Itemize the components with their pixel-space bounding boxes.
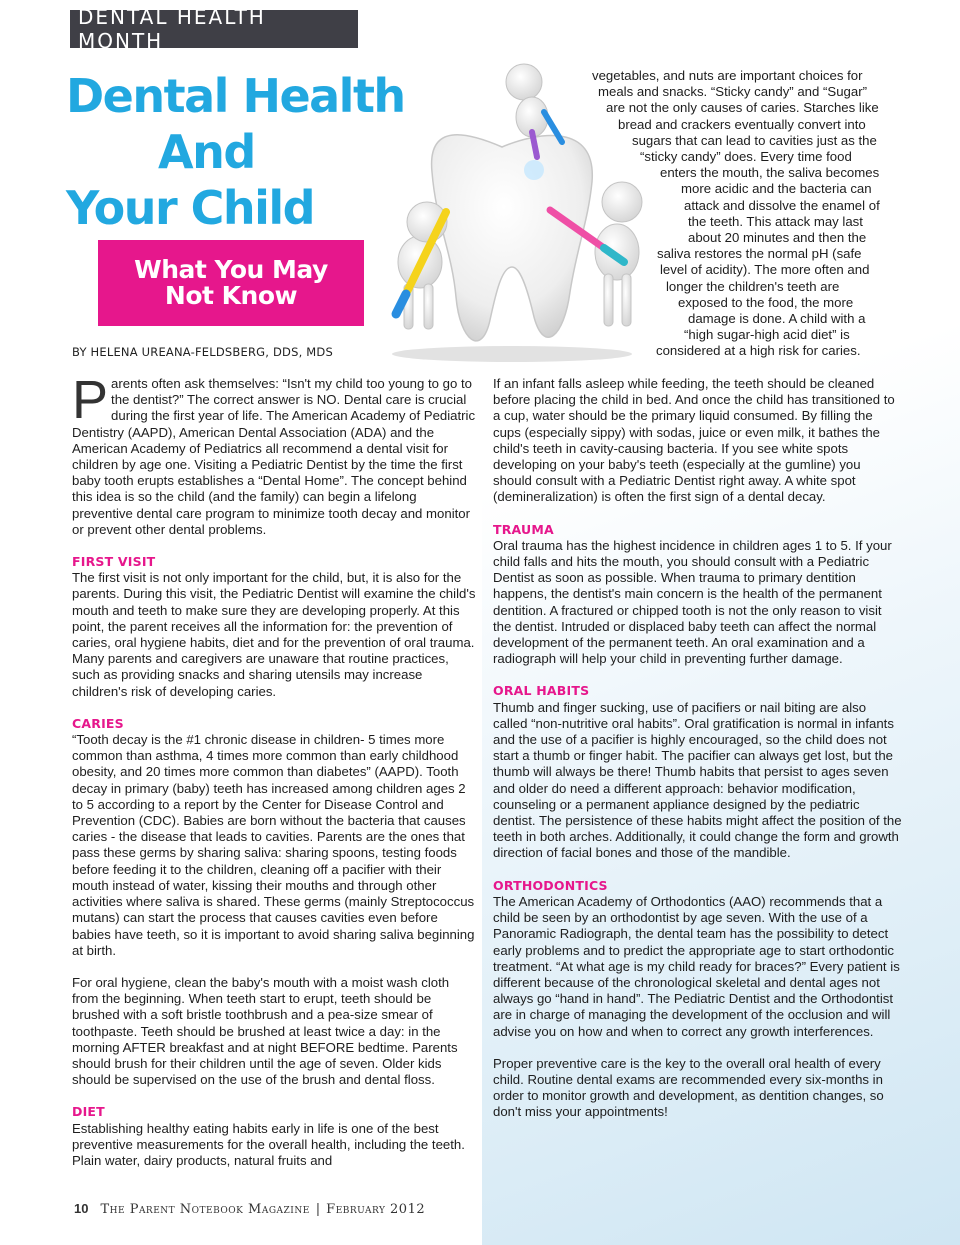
text-line: longer the children's teeth are bbox=[666, 278, 840, 294]
text-line: sugars that can lead to cavities just as the bbox=[632, 132, 877, 148]
text-line: level of acidity). The more often and bbox=[660, 262, 870, 278]
closing-paragraph: Proper preventive care is the key to the overall oral health of every child. Routine dental exams are recommended every six-months in order to monitor growth and development, as dentition changes, so don't miss your appointments! bbox=[493, 1055, 884, 1120]
subtitle-box bbox=[98, 240, 364, 326]
drop-cap: P bbox=[72, 370, 109, 430]
byline: BY HELENA UREANA-FELDSBERG, DDS, MDS bbox=[72, 345, 333, 359]
text-line: exposed to the food, the more bbox=[678, 294, 854, 310]
text-line: about 20 minutes and then the bbox=[688, 230, 867, 246]
text-line: bread and crackers eventually convert into bbox=[618, 116, 866, 132]
footer-separator: | bbox=[315, 1202, 321, 1217]
text-line: enters the mouth, the saliva becomes bbox=[660, 165, 880, 181]
oral-habits-heading: ORAL HABITS bbox=[493, 683, 590, 699]
text-line: saliva restores the normal pH (safe bbox=[657, 246, 862, 262]
title-line-1: Dental Health bbox=[66, 69, 405, 123]
first-visit-text: The first visit is not only important for the child, but, it is also for the parents. During this visit, the Pediatric Dentist will examine the child's mouth and teeth to make sure they are developing properly. At this point, the parent receives all the information for: the prevention of caries, oral hygiene habits, diet and for the prevention of oral trauma. Many parents and caregivers are unaware that routine practices, such as providing snacks and sharing utensils may increase children's risk of developing caries. bbox=[72, 570, 476, 699]
subtitle-line-1: What You May bbox=[134, 255, 328, 284]
right-column bbox=[493, 376, 903, 1137]
title-line-3: Your Child bbox=[66, 181, 315, 235]
left-column bbox=[72, 370, 476, 1185]
text-line: meals and snacks. “Sticky candy” and “Sugar” bbox=[598, 84, 867, 100]
text-line: attack and dissolve the enamel of bbox=[684, 197, 880, 213]
page-footer bbox=[74, 1201, 425, 1217]
oral-habits-text: Thumb and finger sucking, use of pacifiers or nail biting are also called “non-nutritive oral habits”. Oral gratification is normal in infants and the use of a pacifier is highly encouraged, so the child does not start a thumb or finger habit. The pacifier can always get lost, but the thumb will always be there! Thumb habits that persist to ages seven and older do need a different approach: behavior modification, counseling or a permanent appliance designed by the pediatric dentist. The persistence of these habits might affect the position of the teeth in both arches. Additionally, it could change the form and growth direction of facial bones and those of the mandible. bbox=[493, 699, 902, 861]
page-number: 10 bbox=[74, 1201, 89, 1216]
intro-paragraph bbox=[72, 370, 476, 538]
text-line: more acidic and the bacteria can bbox=[681, 181, 872, 197]
subtitle-line-2: Not Know bbox=[164, 281, 298, 310]
text-line: are not the only causes of caries. Starches like bbox=[606, 100, 879, 116]
title-line-2: And bbox=[158, 125, 255, 179]
magazine-name: The Parent Notebook Magazine bbox=[100, 1202, 310, 1217]
issue-date: February 2012 bbox=[326, 1202, 426, 1217]
text-line: the teeth. This attack may last bbox=[688, 213, 863, 229]
text-line: considered at a high risk for caries. bbox=[656, 343, 861, 359]
caries-heading: CARIES bbox=[72, 715, 124, 731]
caries-text-1: “Tooth decay is the #1 chronic disease in children- 5 times more common than asthma, 4 times more common than early childhood obesity, and 20 times more common than diabetes” (AAPD). Tooth decay in primary (baby) teeth has increased among children ages 2 to 5 according to a report by the Center for Disease Control and Prevention (CDC). Babies are born without the bacteria that causes caries - the disease that leads to cavities. Parents are the ones that pass these germs by sharing saliva: sharing spoons, testing foods before feeding it to the children, cleaning off a pacifier with their mouth instead of water, kissing their mouths and through other activities where saliva is shared. These germs (mainly Streptococcus mutans) can start the process that causes cavities even before babies have teeth, so it is important to avoid sharing saliva beginning at birth. bbox=[72, 732, 475, 958]
continued-text-block bbox=[586, 68, 906, 360]
diet-text: Establishing healthy eating habits early in life is one of the best preventive measurements for the overall health, including the teeth. Plain water, dairy products, natural fruits and bbox=[72, 1120, 465, 1168]
first-visit-heading: FIRST VISIT bbox=[72, 554, 156, 570]
text-line: vegetables, and nuts are important choices for bbox=[592, 68, 863, 83]
trauma-text: Oral trauma has the highest incidence in children ages 1 to 5. If your child falls and hits the mouth, you should consult with a Pediatric Dentist as soon as possible. When trauma to primary dentition happens, the dentist's main concern is the health of the permanent dentition. A fractured or chipped tooth is not the only reason to visit the dentist. Intruded or displaced baby teeth can affect the normal development of the permanent teeth. An oral examination and a radiograph will help your child in preventing further damage. bbox=[493, 537, 892, 667]
text-line: damage is done. A child with a bbox=[688, 311, 866, 327]
intro-text: arents often ask themselves: “Isn't my child too young to go to the dentist?” The correct answer is NO. Dental care is crucial during the first year of life. The American Academy of Pediatric Dentistry (AAPD), American Dental Association (ADA) and the American Academy of Pediatrics all recommend a dental visit for children by age one. Visiting a Pediatric Dentist by the time the first baby tooth erupts establishes a “Dental Home”. The concept behind this idea is so the child (and the family) can begin a lifelong preventive dental care program to minimize tooth decay and monitor or prevent other dental problems. bbox=[72, 376, 476, 537]
caries-text-2: For oral hygiene, clean the baby's mouth with a moist wash cloth from the beginning. When teeth start to erupt, teeth should be brushed with a soft bristle toothbrush and a pea-size smear of toothpaste. Teeth should be brushed at least twice a day: in the morning AFTER breakfast and at night BEFORE bedtime. Parents should brush for their children until the age of seven. Older kids should be supervised on the use of the brush and dental floss. bbox=[72, 974, 458, 1088]
text-line: “high sugar-high acid diet” is bbox=[684, 327, 850, 343]
orthodontics-heading: ORTHODONTICS bbox=[493, 877, 608, 893]
diet-heading: DIET bbox=[72, 1104, 105, 1120]
infant-paragraph: If an infant falls asleep while feeding, the teeth should be cleaned before placing the child in bed. And once the child has transitioned to a cup, water should be the primary liquid consumed. By filling the cups (especially sippy) with sodas, juice or even milk, it bathes the child's teeth in cavity-causing bacteria. If you see white spots developing on your baby's teeth (especially at the gumline) you should consult with a Pediatric Dentist right away. A white spot (demineralization) is often the first sign of a dental decay. bbox=[493, 376, 895, 505]
left-figure-icon bbox=[396, 202, 447, 329]
text-line: “sticky candy” does. Every time food bbox=[640, 149, 852, 165]
section-tag: DENTAL HEALTH MONTH bbox=[70, 10, 358, 48]
trauma-heading: TRAUMA bbox=[493, 521, 554, 537]
orthodontics-text: The American Academy of Orthodontics (AAO) recommends that a child be seen by an orthodontist by age seven. With the use of a Panoramic Radiograph, the dental team has the possibility to detect early problems and to predict the appropriate age to start orthodontic treatment. “At what age is my child ready for braces?” Every patient is different because of the chronological skeletal and dental ages not always go “hand in hand”. The Pediatric Dentist and the Orthodontist are in charge of managing the development of the occlusion and will advise you on how and when to correct any growth interferences. bbox=[493, 893, 900, 1039]
